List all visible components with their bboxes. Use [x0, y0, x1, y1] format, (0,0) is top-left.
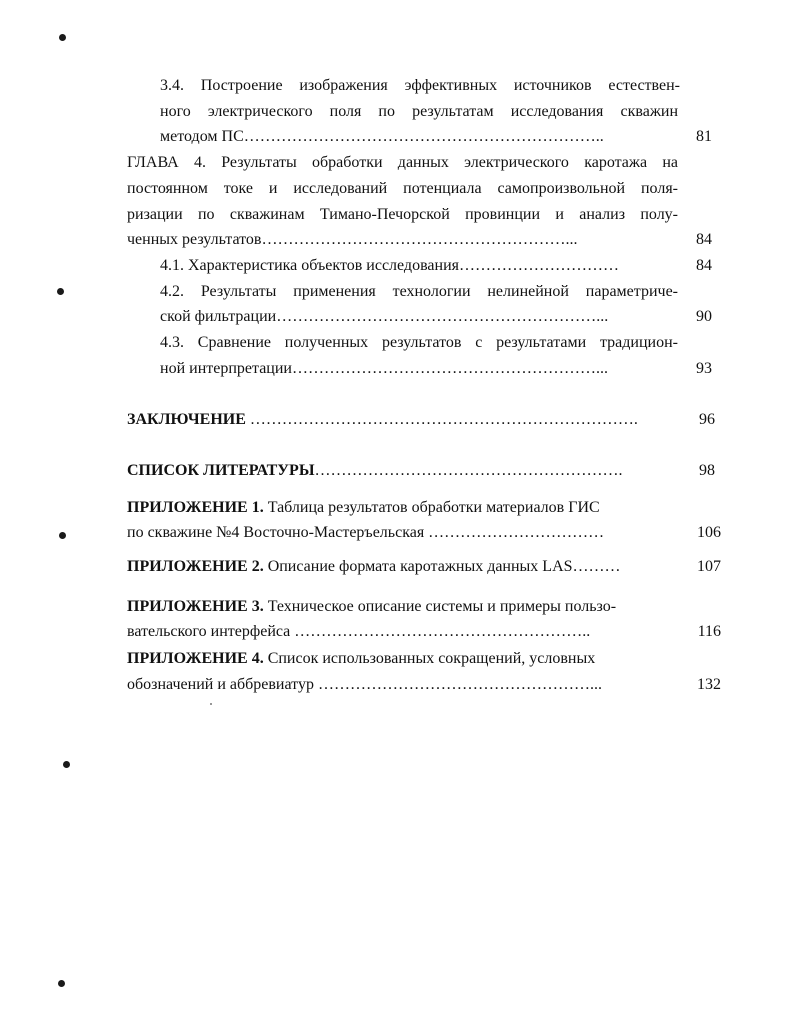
scan-speck [210, 703, 212, 705]
toc-references-title: СПИСОК ЛИТЕРАТУРЫ [127, 462, 315, 479]
binding-hole-dot [63, 761, 70, 768]
toc-4-3-page: 93 [696, 360, 712, 377]
toc-appendix-2 [127, 557, 682, 577]
toc-appendix-3-line2: вательского интерфейса ……………………………………………….. [127, 623, 591, 640]
binding-hole-dot [59, 34, 66, 41]
toc-3-4-line2: ного электрического поля по результатам исследования скважин [160, 103, 678, 120]
toc-ch4-line3: ризации по скважинам Тимано-Печорской провинции и анализ полу- [127, 206, 678, 223]
toc-appendix-2-page: 107 [697, 558, 721, 575]
toc-appendix-4-page: 132 [697, 676, 721, 693]
toc-conclusion-leader: ………………………………………………………………. [245, 411, 638, 428]
toc-3-4-page: 81 [696, 128, 712, 145]
toc-appendix-3-page: 116 [697, 623, 721, 640]
toc-appendix-1-line1 [127, 498, 687, 518]
toc-4-2-line1: 4.2. Результаты применения технологии нелинейной параметриче- [160, 283, 678, 300]
toc-4-3-line2: ной интерпретации…………………………………………………... [160, 360, 608, 377]
toc-conclusion-title: ЗАКЛЮЧЕНИЕ [127, 411, 246, 428]
toc-appendix-1-text: Таблица результатов обработки материалов ГИС [263, 499, 600, 516]
toc-appendix-4-line2: обозначений и аббревиатур ……………………………………………... [127, 676, 602, 693]
toc-conclusion [127, 410, 677, 430]
toc-references-leader: …………………………………………………. [314, 462, 623, 479]
binding-hole-dot [59, 532, 66, 539]
binding-hole-dot [57, 288, 64, 295]
toc-appendix-3-line1 [127, 597, 687, 617]
toc-3-4-line1: 3.4. Построение изображения эффективных источников естествен- [160, 77, 680, 94]
toc-4-1-line1: 4.1. Характеристика объектов исследования………………………… [160, 257, 619, 274]
toc-appendix-4-label: ПРИЛОЖЕНИЕ 4. [127, 650, 264, 667]
toc-appendix-2-text: Описание формата каротажных данных LAS……… [263, 558, 621, 575]
toc-ch4-line2: постоянном токе и исследований потенциала самопроизвольной поля- [127, 180, 678, 197]
binding-hole-dot [58, 980, 65, 987]
toc-4-3-line1: 4.3. Сравнение полученных результатов с результатами традицион- [160, 334, 678, 351]
toc-4-1-page: 84 [696, 257, 712, 274]
toc-appendix-3-label: ПРИЛОЖЕНИЕ 3. [127, 598, 264, 615]
toc-ch4-page: 84 [696, 231, 712, 248]
toc-appendix-4-text: Список использованных сокращений, условных [263, 650, 596, 667]
toc-appendix-4-line1 [127, 649, 687, 669]
toc-conclusion-page: 96 [699, 411, 715, 428]
toc-4-2-line2: ской фильтрации……………………………………………………... [160, 308, 609, 325]
toc-3-4-line3: методом ПС………………………………………………………….. [160, 128, 604, 145]
toc-appendix-1-page: 106 [697, 524, 721, 541]
toc-4-2-page: 90 [696, 308, 712, 325]
toc-references-page: 98 [699, 462, 715, 479]
toc-appendix-3-text: Техническое описание системы и примеры пользо- [263, 598, 617, 615]
toc-appendix-1-label: ПРИЛОЖЕНИЕ 1. [127, 499, 264, 516]
toc-appendix-1-line2: по скважине №4 Восточно-Мастеръельская …………………………… [127, 524, 605, 541]
toc-references [127, 461, 677, 481]
toc-appendix-2-label: ПРИЛОЖЕНИЕ 2. [127, 558, 264, 575]
toc-ch4-line1: ГЛАВА 4. Результаты обработки данных электрического каротажа на [127, 154, 678, 171]
toc-ch4-line4: ченных результатов…………………………………………………... [127, 231, 578, 248]
